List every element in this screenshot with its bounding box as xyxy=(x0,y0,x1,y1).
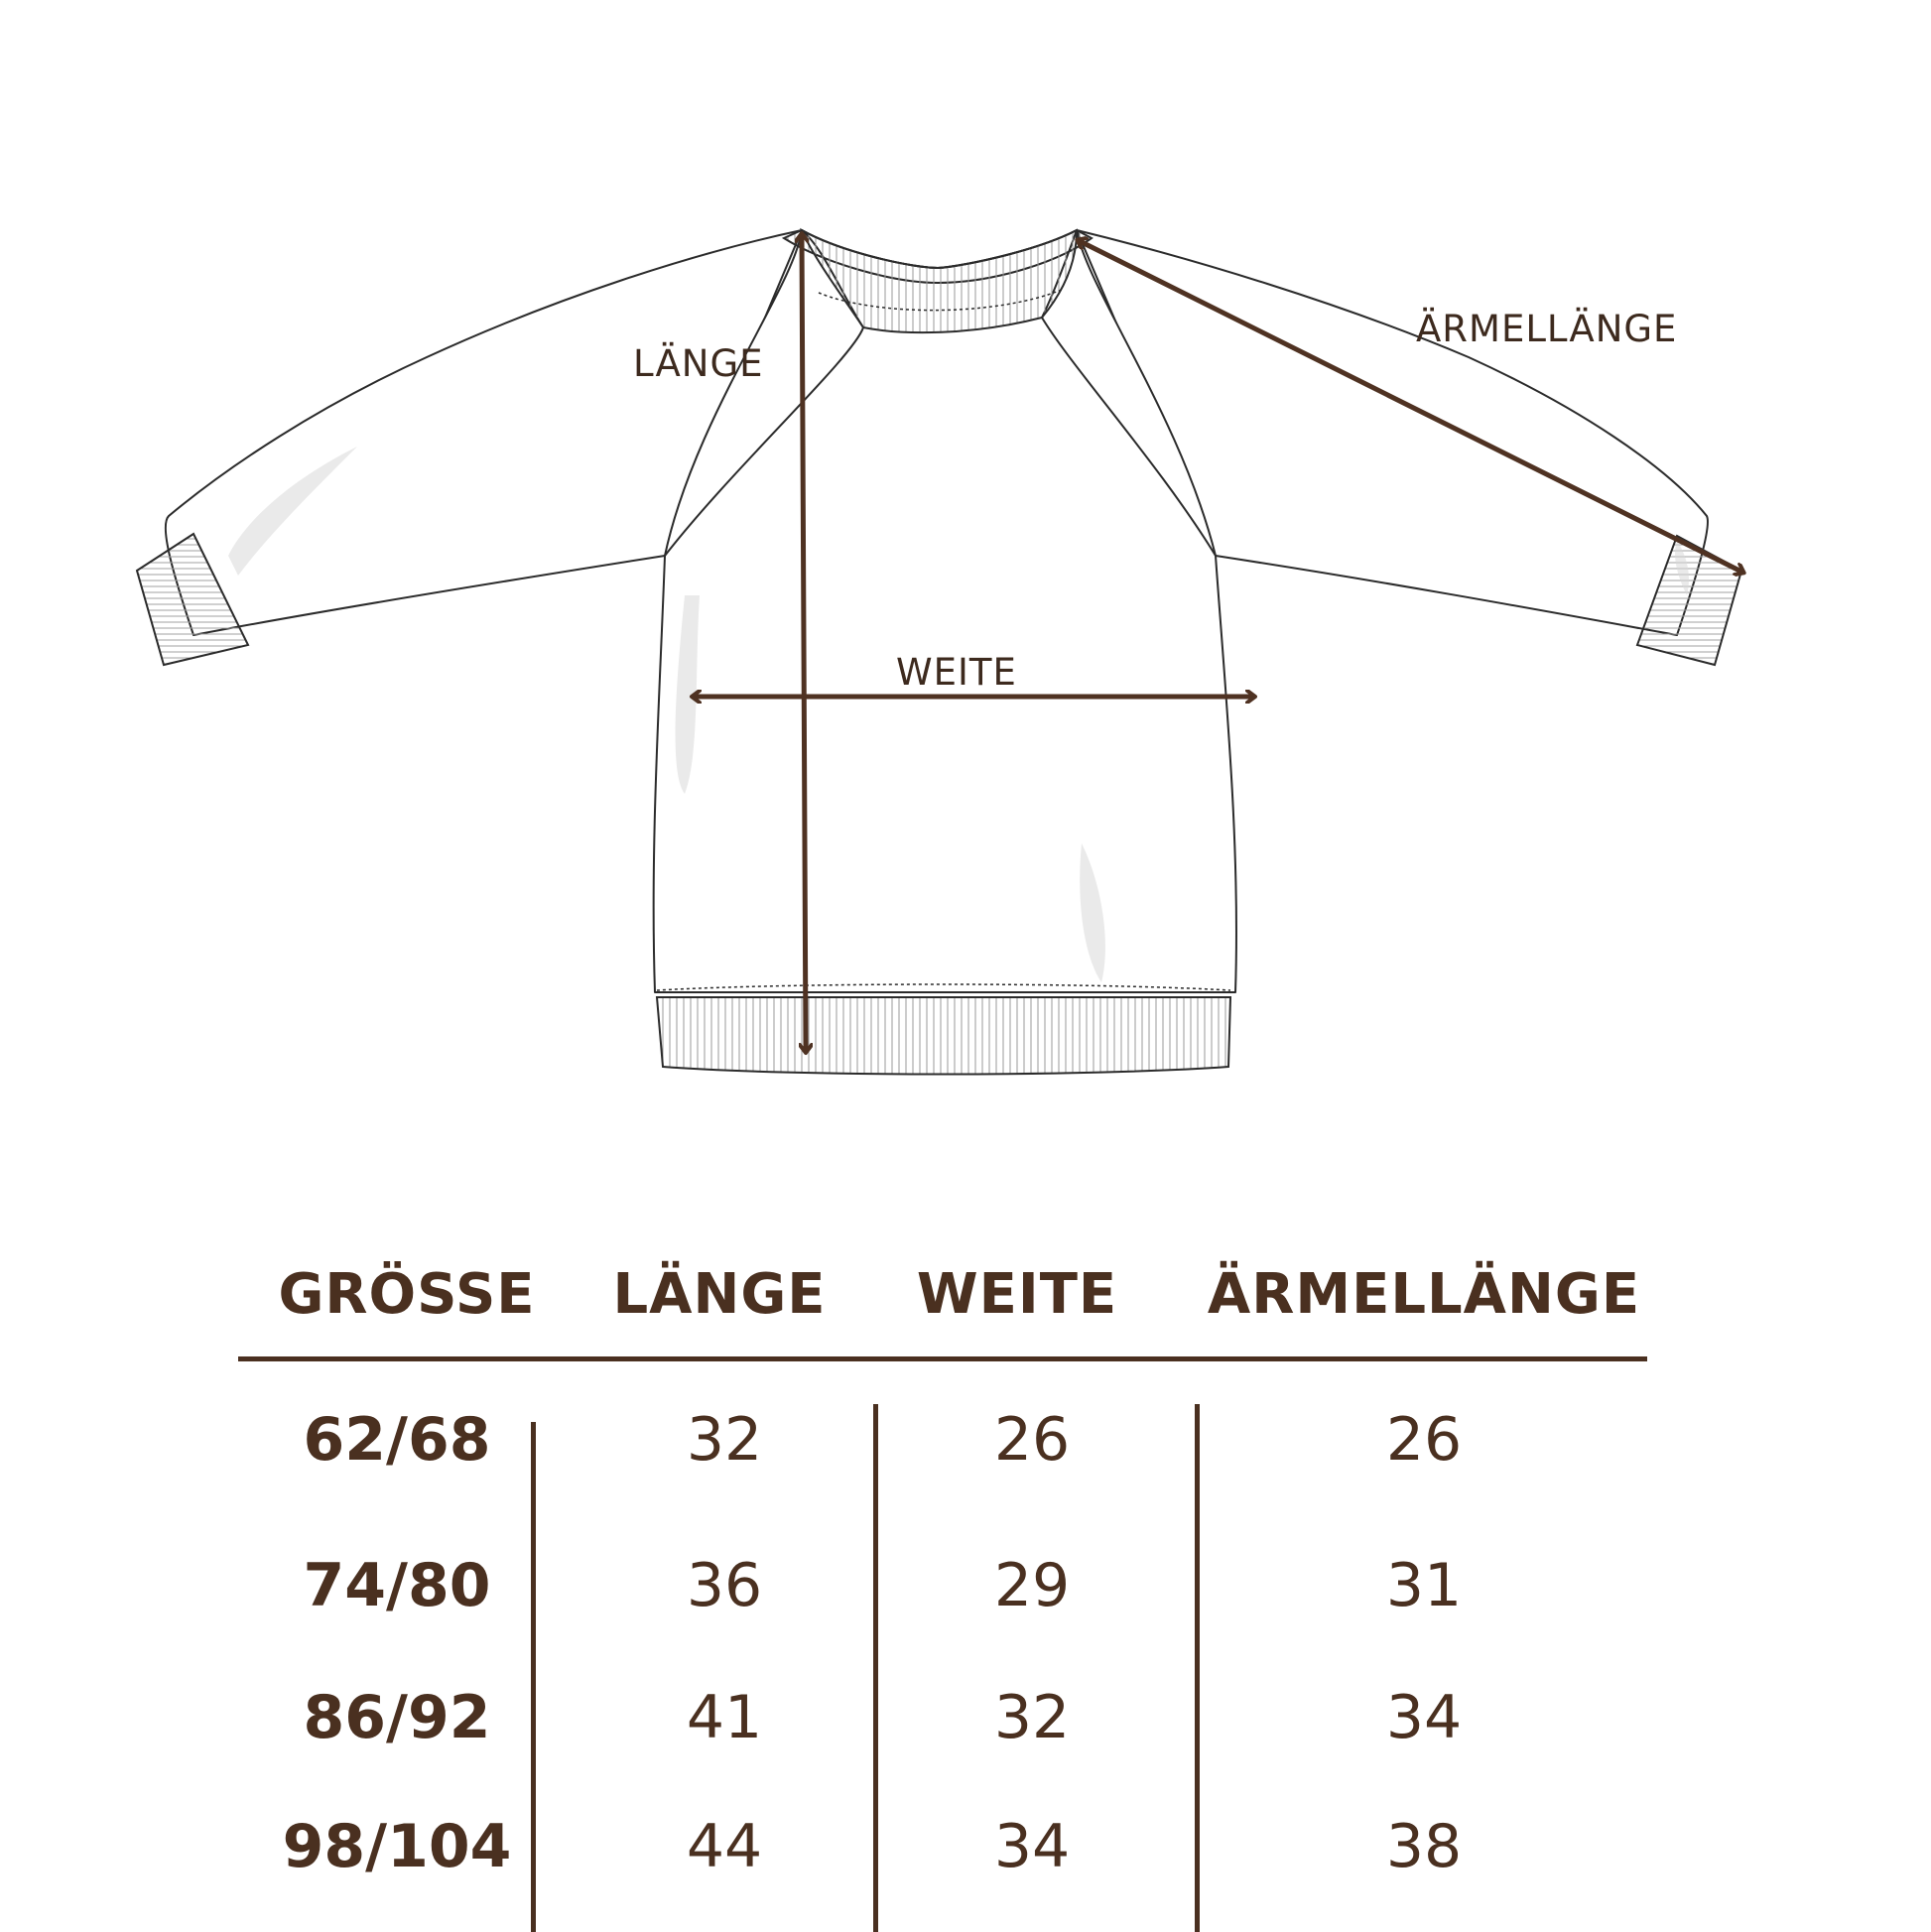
weite-label: WEITE xyxy=(896,651,1017,694)
row-2-aermel: 31 xyxy=(1385,1551,1463,1620)
row-2-laenge: 36 xyxy=(686,1551,763,1620)
header-laenge: LÄNGE xyxy=(612,1262,827,1327)
laenge-label: LÄNGE xyxy=(633,342,764,385)
row-4-aermel: 38 xyxy=(1385,1812,1463,1881)
header-aermellaenge: ÄRMELLÄNGE xyxy=(1207,1262,1641,1327)
header-divider xyxy=(238,1356,1647,1361)
header-groesse: GRÖSSE xyxy=(278,1262,536,1327)
row-1-weite: 26 xyxy=(993,1405,1071,1475)
hem-rib xyxy=(657,984,1230,1075)
header-weite: WEITE xyxy=(916,1262,1118,1327)
row-2-weite: 29 xyxy=(993,1551,1071,1620)
row-3-aermel: 34 xyxy=(1385,1683,1463,1752)
row-4-weite: 34 xyxy=(993,1812,1071,1881)
row-4-size: 98/104 xyxy=(282,1812,512,1881)
column-divider-3 xyxy=(1195,1404,1200,1932)
aermellaenge-label: ÄRMELLÄNGE xyxy=(1416,308,1678,350)
row-4-laenge: 44 xyxy=(686,1812,763,1881)
row-1-aermel: 26 xyxy=(1385,1405,1463,1475)
row-1-size: 62/68 xyxy=(303,1405,491,1475)
column-divider-2 xyxy=(873,1404,878,1932)
column-divider-1 xyxy=(531,1422,536,1932)
row-1-laenge: 32 xyxy=(686,1405,763,1475)
row-3-size: 86/92 xyxy=(303,1683,491,1752)
row-2-size: 74/80 xyxy=(303,1551,491,1620)
row-3-weite: 32 xyxy=(993,1683,1071,1752)
row-3-laenge: 41 xyxy=(686,1683,763,1752)
